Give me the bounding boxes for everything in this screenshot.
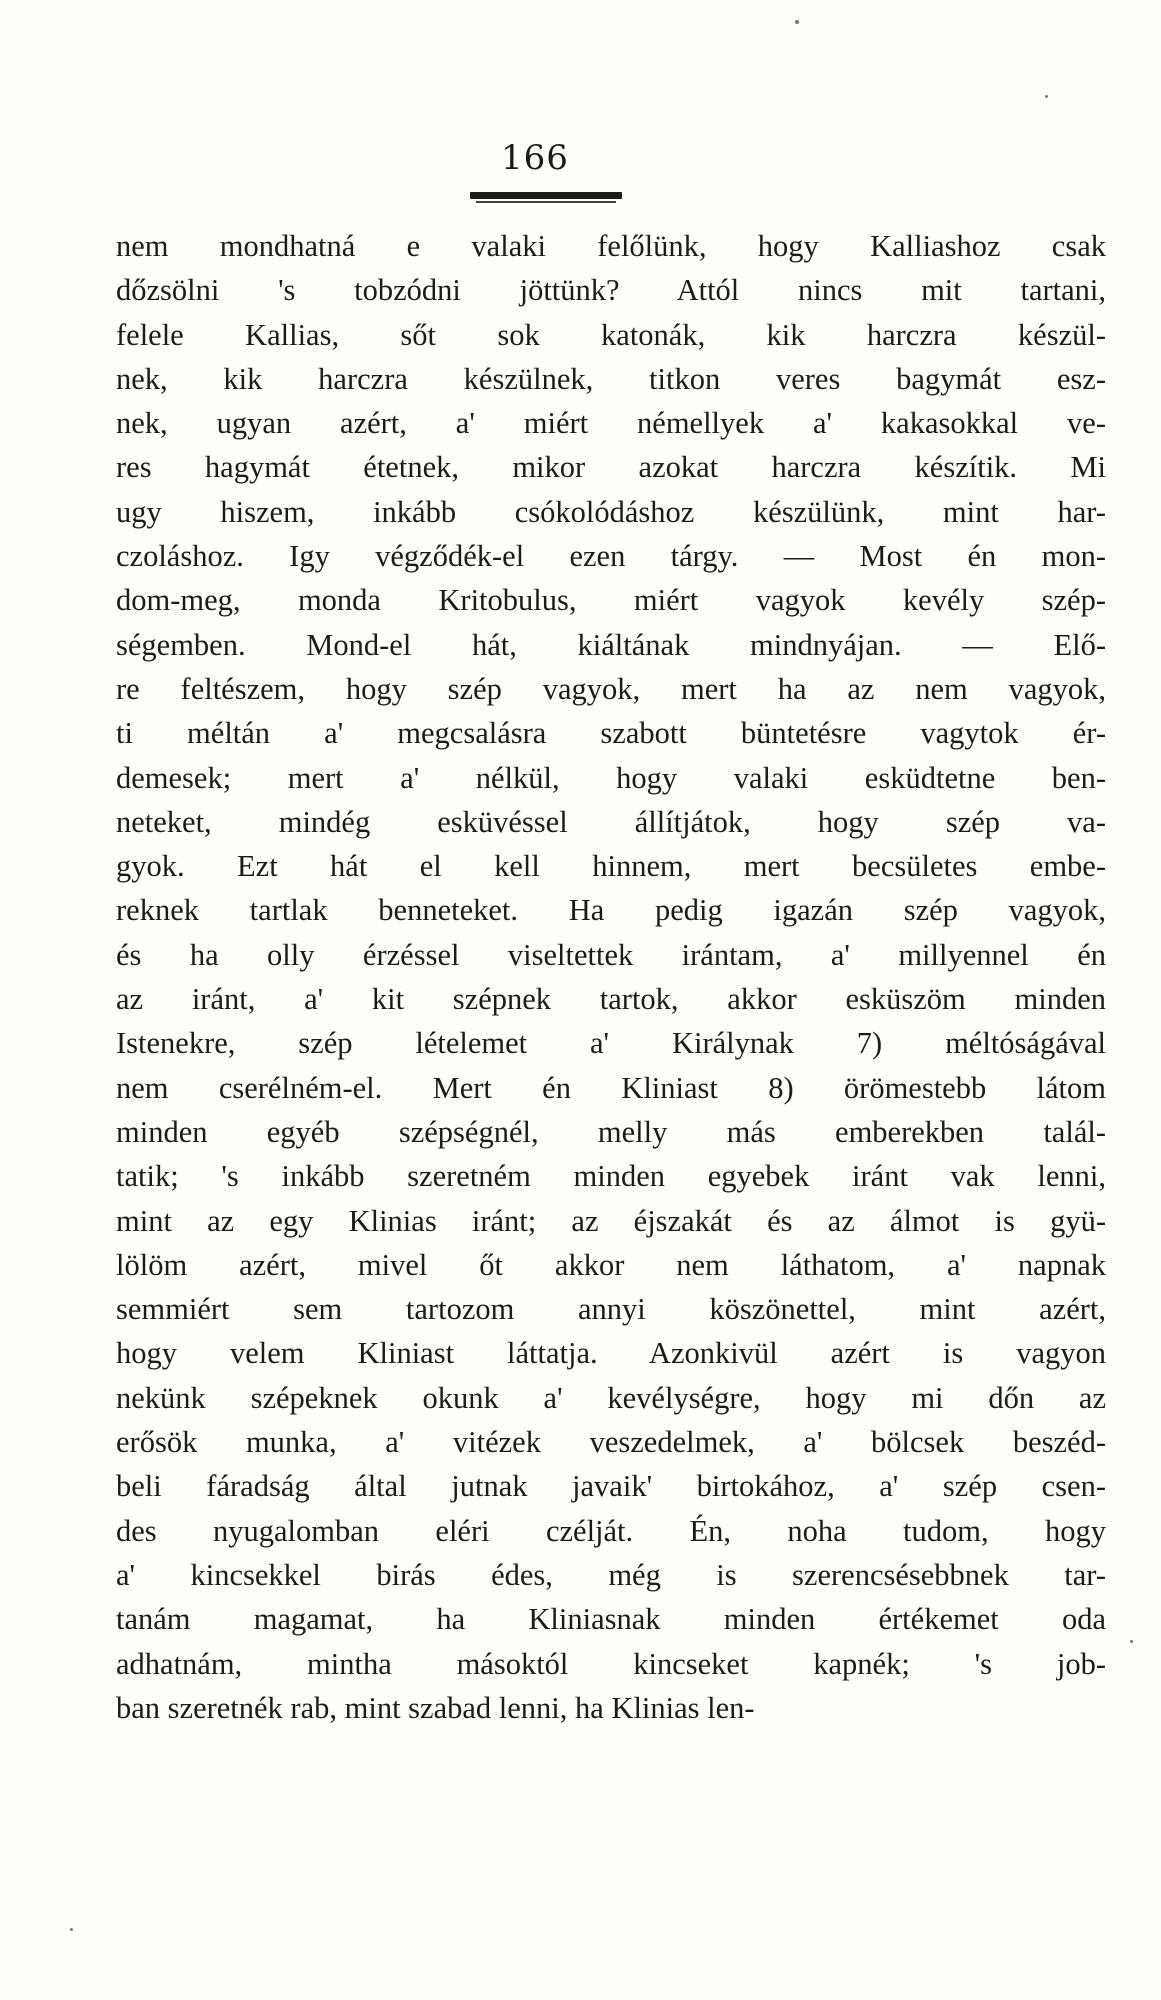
- text-line: Istenekre, szép lételemet a' Királynak 7) méltóságával: [116, 1026, 1106, 1061]
- text-line: dom-meg, monda Kritobulus, miért vagyok kevély szép-: [116, 583, 1106, 618]
- text-line: tanám magamat, ha Kliniasnak minden értékemet oda: [116, 1602, 1106, 1637]
- text-line: és ha olly érzéssel viseltettek irántam, a' millyennel én: [116, 937, 1106, 972]
- text-line: gyok. Ezt hát el kell hinnem, mert becsületes embe-: [116, 849, 1106, 884]
- text-line: neteket, mindég esküvéssel állítjátok, hogy szép va-: [116, 804, 1106, 839]
- paper-speck: [795, 20, 799, 24]
- text-line: adhatnám, mintha másoktól kincseket kapnék; 's job-: [116, 1646, 1106, 1681]
- text-line: nem mondhatná e valaki felőlünk, hogy Kalliashoz csak: [116, 229, 1106, 263]
- text-line: demesek; mert a' nélkül, hogy valaki esküdtetne ben-: [116, 760, 1106, 795]
- text-line: res hagymát étetnek, mikor azokat harczra készítik. Mi: [116, 450, 1106, 485]
- text-line: erősök munka, a' vitézek veszedelmek, a' bölcsek beszéd-: [116, 1425, 1106, 1460]
- text-line: a' kincsekkel birás édes, még is szerencsésebbnek tar-: [116, 1557, 1106, 1592]
- text-line: semmiért sem tartozom annyi köszönettel, mint azért,: [116, 1292, 1106, 1327]
- text-line: nekünk szépeknek okunk a' kevélységre, hogy mi dőn az: [116, 1380, 1106, 1415]
- text-line: mint az egy Klinias iránt; az éjszakát és az álmot is gyü-: [116, 1203, 1106, 1238]
- header-rule: [470, 192, 622, 199]
- text-line: ban szeretnék rab, mint szabad lenni, ha Klinias len-: [116, 1690, 755, 1725]
- text-line: ugy hiszem, inkább csókolódáshoz készülünk, mint har-: [116, 494, 1106, 529]
- text-line: ségemben. Mond-el hát, kiáltának mindnyájan. — Elő-: [116, 627, 1106, 662]
- text-line: re feltészem, hogy szép vagyok, mert ha az nem vagyok,: [116, 671, 1106, 706]
- text-line: tatik; 's inkább szeretném minden egyebek iránt vak lenni,: [116, 1159, 1106, 1194]
- paper-speck: [1045, 95, 1048, 98]
- text-line: az iránt, a' kit szépnek tartok, akkor esküszöm minden: [116, 982, 1106, 1017]
- text-line: hogy velem Kliniast láttatja. Azonkivül azért is vagyon: [116, 1336, 1106, 1371]
- text-line: czoláshoz. Igy végződék-el ezen tárgy. — Most én mon-: [116, 539, 1106, 574]
- text-line: beli fáradság által jutnak javaik' birtokához, a' szép csen-: [116, 1469, 1106, 1504]
- text-line: felele Kallias, sőt sok katonák, kik harczra készül-: [116, 317, 1106, 352]
- text-line: nek, kik harczra készülnek, titkon veres bagymát esz-: [116, 361, 1106, 396]
- text-line: nem cserélném-el. Mert én Kliniast 8) örömestebb látom: [116, 1070, 1106, 1105]
- text-line: reknek tartlak benneteket. Ha pedig igazán szép vagyok,: [116, 893, 1106, 928]
- page-number: 166: [501, 138, 569, 178]
- text-line: ti méltán a' megcsalásra szabott büntetésre vagytok ér-: [116, 716, 1106, 751]
- body-text: [116, 224, 1106, 1730]
- text-line: dőzsölni 's tobzódni jöttünk? Attól nincs mit tartani,: [116, 273, 1106, 308]
- text-line: des nyugalomban eléri czélját. Én, noha tudom, hogy: [116, 1513, 1106, 1548]
- text-line: nek, ugyan azért, a' miért némellyek a' kakasokkal ve-: [116, 406, 1106, 441]
- text-line: minden egyéb szépségnél, melly más emberekben talál-: [116, 1114, 1106, 1149]
- paper-speck: [1130, 1640, 1133, 1643]
- text-line: lölöm azért, mivel őt akkor nem láthatom, a' napnak: [116, 1247, 1106, 1282]
- paper-speck: [70, 1928, 73, 1931]
